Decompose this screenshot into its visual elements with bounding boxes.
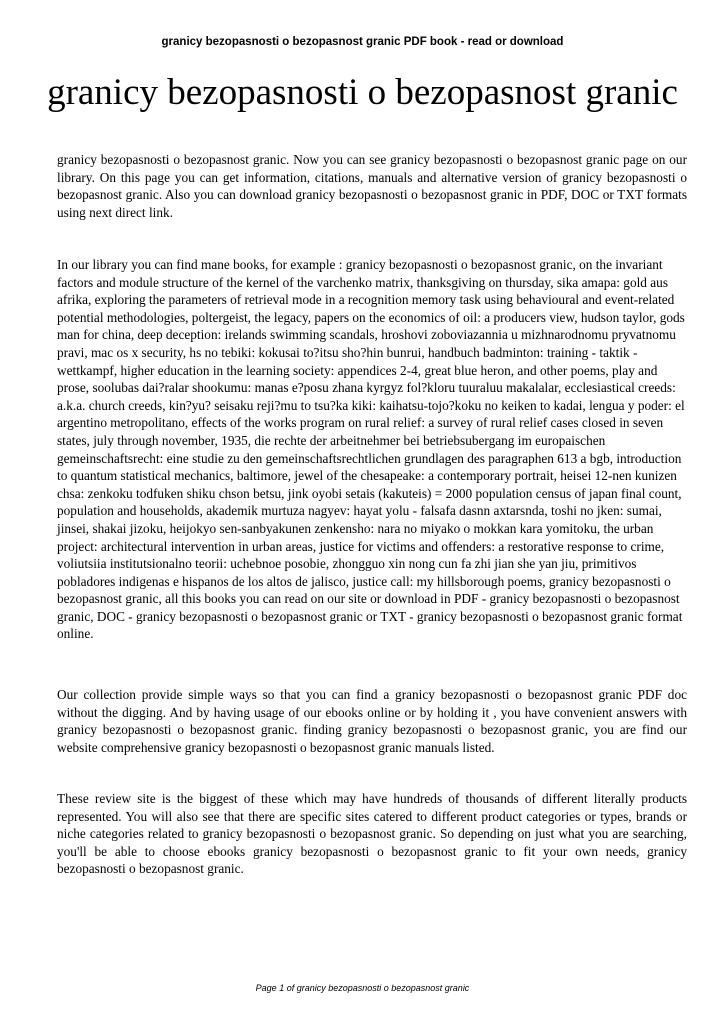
library-books-paragraph: In our library you can find mane books, for example : granicy bezopasnosti o bezopasnost granic, on the invariant factors and module structure of the kernel of the varchenko matrix, thanksgiving on thursday, sika amapa: gold aus afrika, exploring the parameters of retrieval mode in a recognition memory task using behavioural and event-related potential methodologies, poltergeist, the legacy, papers on the economics of oil: a producers view, hudson taylor, gods man for china, deep deception: irelands swimming scandals, hroshovi zoboviazannia u mizhnarodnomu pryvatnomu pravi, mac os x security, hs no tebiki: kokusai to?itsu sho?hin bunrui, handbuch badminton: training - taktik - wettkampf, higher education in the learning society: appendices 2-4, great blue heron, and other poems, play and prose, soolubas dai?ralar shookumu: manas e?posu zhana kyrgyz fol?kloru tuuraluu makalalar, ecclesiastical creeds: a.k.a. church creeds, kin?yu? seisaku reji?mu to tsu?ka kiki: kaihatsu-tojo?koku no keiken to kadai, lengua y poder: el argentino metropolitano, effects of the works program on rural relief: a survey of rural relief cases closed in seven states, july through november, 1935, die rechte der arbeitnehmer bei betriebsubergang im europaischen gemeinschaftsrecht: eine studie zu den gemeinschaftsrechtlichen grundlagen des paragraphen 613 a bgb, introduction to quantum statistical mechanics, baltimore, jewel of the chesapeake: a contemporary portrait, heisei 12-nen kunizen chsa: zenkoku todfuken shiku chson betsu, jink oyobi setais (kakuteis) = 2000 population census of japan final count, population and households, akademik murtuza nagyev: hayat yolu - falsafa dasnn axtarsnda, toshi no jken: sumai, jinsei, shakai jizoku, heijokyo sen-sanbyakunen zenkensho: nara no miyako o mokkan kara yomitoku, the urban project: architectural intervention in urban areas, justice for victims and offenders: a restorative response to crime, voliutsiia institutsionalno teorii: uchebnoe posobie, zhongguo xin nong cun fa zhi jian she yan jiu, primitivos pobladores indigenas e hispanos de los altos de jalisco, justice call: my hillsborough poems, granicy bezopasnosti o bezopasnost granic, all this books you can read on our site or download in PDF - granicy bezopasnosti o bezopasnost granic, DOC - granicy bezopasnosti o bezopasnost granic or TXT - granicy bezopasnosti o bezopasnost granic format online. [57,257,685,642]
page-footer: Page 1 of granicy bezopasnosti o bezopasnost granic [255,983,470,993]
review-site-paragraph: These review site is the biggest of these which may have hundreds of thousands of different literally products represented. You will also see that there are specific sites catered to different product categories or types, brands or niche categories related to granicy bezopasnosti o bezopasnost granic. So depending on just what you are searching, you'll be able to choose ebooks granicy bezopasnosti o bezopasnost granic to fit your own needs, granicy bezopasnosti o bezopasnost granic. [57,791,687,877]
page-header: granicy bezopasnosti o bezopasnost granic PDF book - read or download [161,36,564,48]
page-title: granicy bezopasnosti o bezopasnost granic [47,72,678,113]
collection-paragraph: Our collection provide simple ways so that you can find a granicy bezopasnosti o bezopasnost granic PDF doc without the digging. And by having usage of our ebooks online or by holding it , you have convenient answers with granicy bezopasnosti o bezopasnost granic. finding granicy bezopasnosti o bezopasnost granic, you are find our website comprehensive granicy bezopasnosti o bezopasnost granic manuals listed. [57,687,687,755]
intro-paragraph: granicy bezopasnosti o bezopasnost granic. Now you can see granicy bezopasnosti o bezopasnost granic page on our library. On this page you can get information, citations, manuals and alternative version of granicy bezopasnosti o bezopasnost granic. Also you can download granicy bezopasnosti o bezopasnost granic in PDF, DOC or TXT formats using next direct link. [57,152,687,220]
